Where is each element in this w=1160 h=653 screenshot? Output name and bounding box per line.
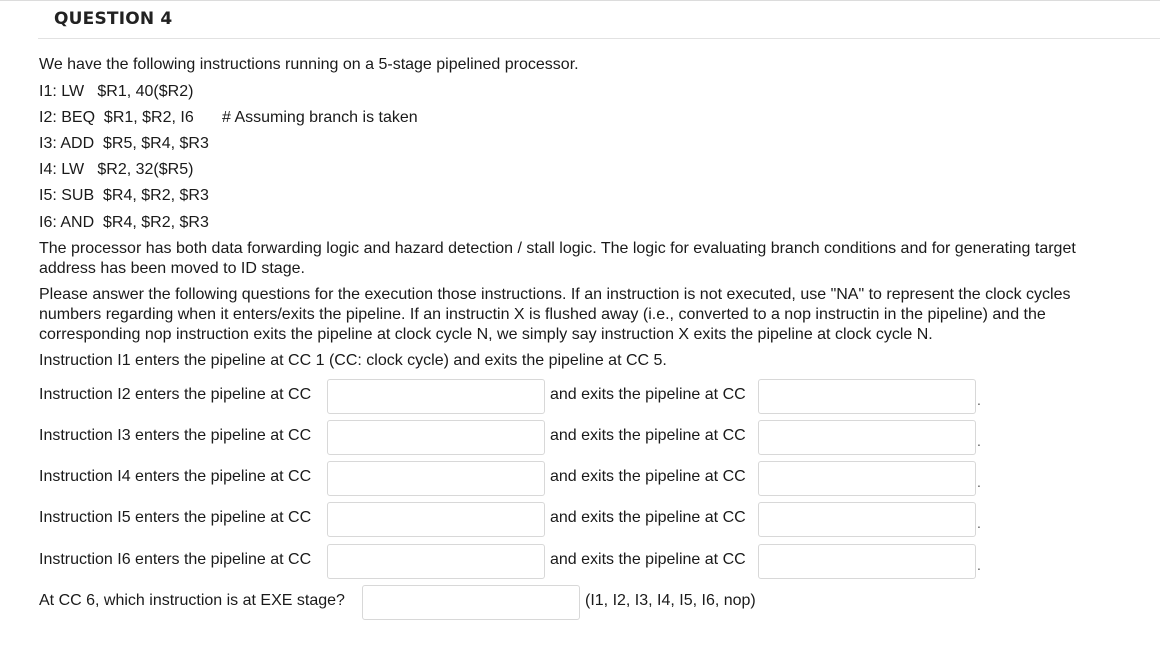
question-intro: We have the following instructions running on a 5-stage pipelined processor. [39,56,579,73]
instruction-text: I3: ADD $R5, $R4, $R3 [39,135,209,152]
i3-exit-input[interactable] [758,420,976,455]
row-label-i4: Instruction I4 enters the pipeline at CC [39,468,312,485]
paragraph-logic: The processor has both data forwarding logic and hazard detection / stall logic. The logic for evaluating branch conditions and for generating target address has been moved to ID stage. [39,240,1076,277]
instruction-text: I5: SUB $R4, $R2, $R3 [39,187,209,204]
exe-options-hint: (I1, I2, I3, I4, I5, I6, nop) [585,592,756,609]
instruction-comment: # Assuming branch is taken [222,109,418,126]
instruction-text: I1: LW $R1, 40($R2) [39,83,194,100]
i4-exit-input[interactable] [758,461,976,496]
row-mid-i2: and exits the pipeline at CC [550,386,746,403]
instruction-line-3 [39,134,209,154]
row-end-i4: . [977,474,981,490]
row-end-i5: . [977,515,981,531]
instruction-line-6 [39,213,209,233]
instruction-line-2 [39,108,1039,128]
row-label-i3: Instruction I3 enters the pipeline at CC [39,427,312,444]
row-label-i2: Instruction I2 enters the pipeline at CC [39,386,312,403]
instruction-text: I4: LW $R2, 32($R5) [39,161,194,178]
i5-enter-input[interactable] [327,502,545,537]
instruction-line-1 [39,82,193,102]
exe-stage-input[interactable] [362,585,580,620]
row-mid-i5: and exits the pipeline at CC [550,509,746,526]
row-mid-i6: and exits the pipeline at CC [550,551,746,568]
row-mid-i3: and exits the pipeline at CC [550,427,746,444]
instruction-text: I2: BEQ $R1, $R2, I6 [39,109,194,126]
question-title: QUESTION 4 [54,9,173,29]
i2-enter-input[interactable] [327,379,545,414]
row-end-i3: . [977,433,981,449]
i3-enter-input[interactable] [327,420,545,455]
i2-exit-input[interactable] [758,379,976,414]
i4-enter-input[interactable] [327,461,545,496]
instruction-line-4 [39,160,193,180]
example-line: Instruction I1 enters the pipeline at CC 1 (CC: clock cycle) and exits the pipeline at CC 5. [39,352,667,369]
i6-exit-input[interactable] [758,544,976,579]
i6-enter-input[interactable] [327,544,545,579]
row-label-i6: Instruction I6 enters the pipeline at CC [39,551,312,568]
instruction-text: I6: AND $R4, $R2, $R3 [39,214,209,231]
exe-question-label: At CC 6, which instruction is at EXE stage? [39,592,345,609]
paragraph-instructions: Please answer the following questions for the execution those instructions. If an instruction is not executed, use "NA" to represent the clock cycles numbers regarding when it enters/exits the pipeline. If an instructin X is flushed away (i.e., converted to a nop instructin in the pipeline) and the corresponding nop instruction exits the pipeline at clock cycle N, we simply say instruction X exits the pipeline at clock cycle N. [39,286,1071,343]
row-label-i5: Instruction I5 enters the pipeline at CC [39,509,312,526]
row-end-i6: . [977,557,981,573]
question-header [38,0,1160,39]
i5-exit-input[interactable] [758,502,976,537]
instruction-line-5 [39,186,209,206]
row-end-i2: . [977,392,981,408]
row-mid-i4: and exits the pipeline at CC [550,468,746,485]
